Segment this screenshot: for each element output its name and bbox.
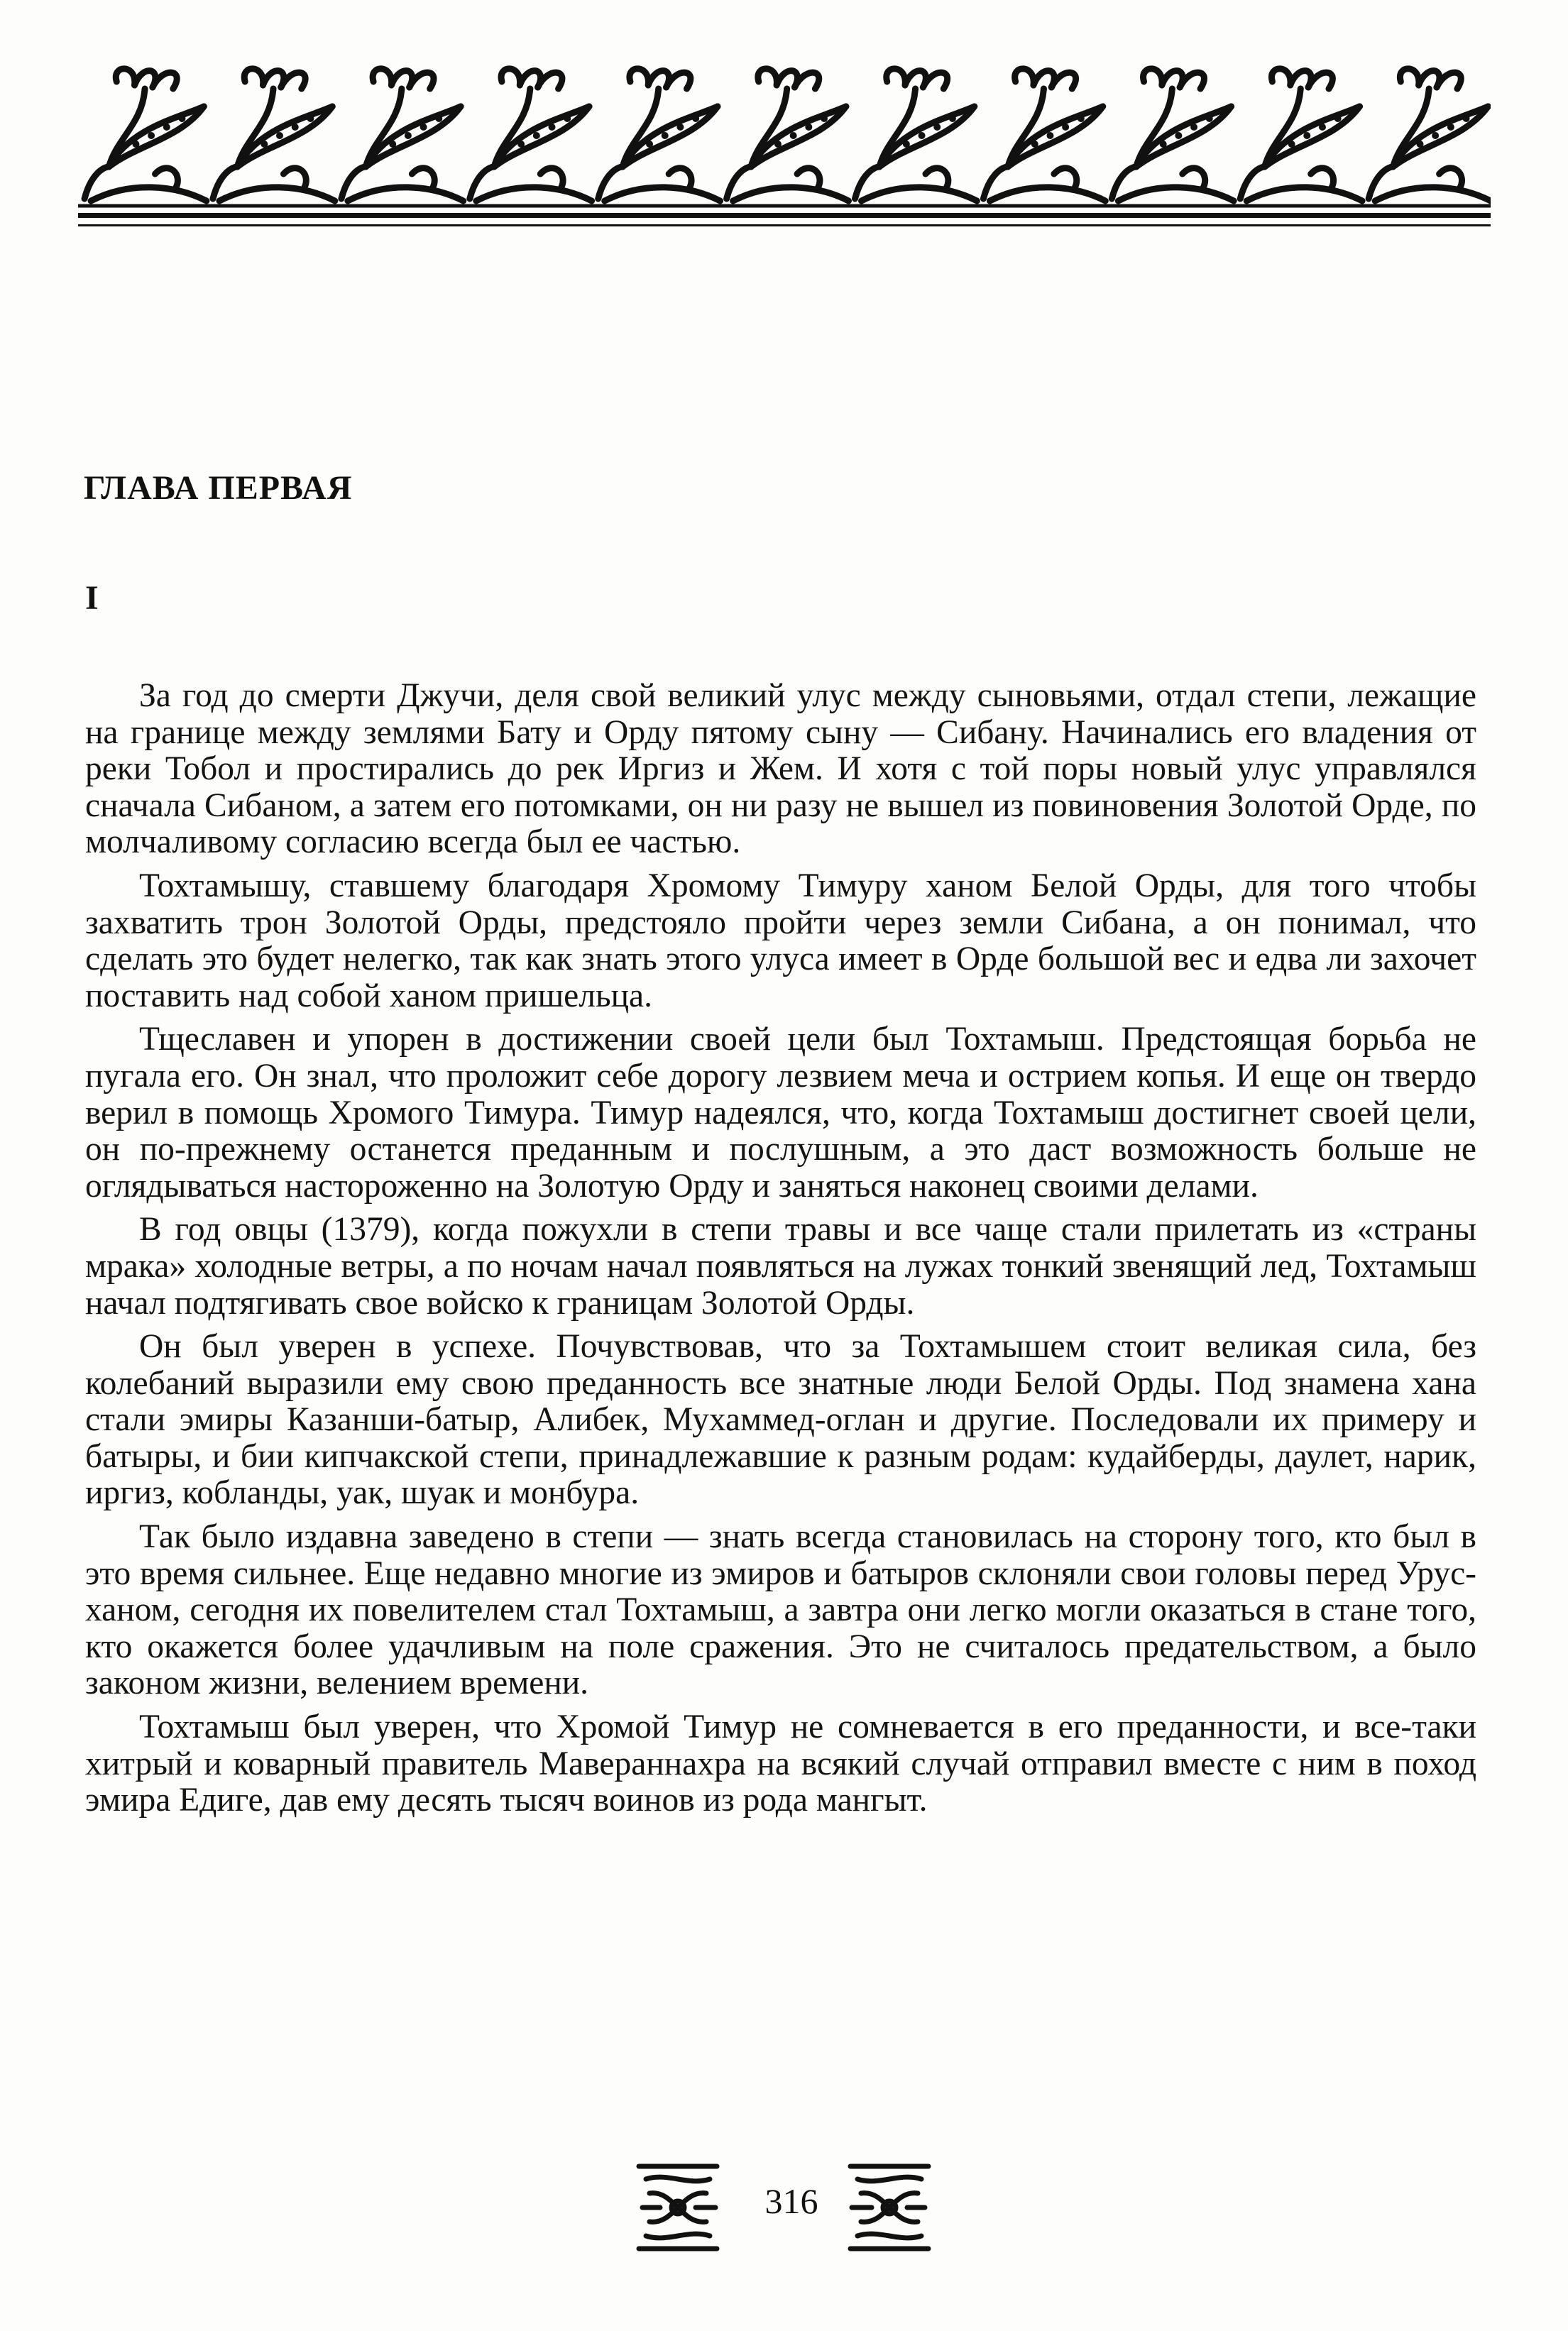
footer-ornament-left-icon	[632, 2158, 724, 2257]
page-footer	[0, 2158, 1568, 2264]
paragraph: Так было издавна заведено в степи — знать всегда становилась на сторону того, кто был в это время сильнее. Еще недавно многие из эмиров и батыров склоняли свои головы перед Урус-ханом, сегодня их повелителем стал Тохтамыш, а завтра они легко могли оказаться в стане того, кто окажется более удачливым на поле сражения. Это не считалось предательством, а было законом жизни, велением времени.	[85, 1518, 1476, 1702]
tulip-motif-icon	[84, 69, 207, 201]
tulip-motif-icon	[470, 69, 592, 201]
paragraph: Он был уверен в успехе. Почувствовав, что за Тохтамышем стоит великая сила, без колебаний выразили ему свою преданность все знатные люди Белой Орды. Под знамена хана стали эмиры Казанши-батыр, Алибек, Мухаммед-оглан и другие. Последовали их примеру и батыры, и бии кипчакской степи, принадлежавшие к разным родам: кудайберды, даулет, нарик, иргиз, кобланды, уак, шуак и монбура.	[85, 1328, 1476, 1512]
decorative-border-ornament	[78, 60, 1491, 209]
paragraph: За год до смерти Джучи, деля свой великий улус между сыновьями, отдал степи, лежащие на границе между землями Бату и Орду пятому сыну — Сибану. Начинались его владения от реки Тобол и простирались до рек Иргиз и Жем. И хотя с той поры новый улус управлялся сначала Сибаном, а затем его потомками, он ни разу не вышел из повиновения Золотой Орде, по молчаливому согласию всегда был ее частью.	[85, 677, 1476, 861]
tulip-motif-icon	[213, 69, 335, 201]
tulip-motif-icon	[1240, 69, 1362, 201]
paragraph: Тохтамыш был уверен, что Хромой Тимур не сомневается в его преданности, и все-таки хитрый и коварный правитель Мавераннахра на всякий случай отправил вместе с ним в поход эмира Едиге, дав ему десять тысяч воинов из рода мангыт.	[85, 1709, 1476, 1819]
chapter-title: ГЛАВА ПЕРВАЯ	[84, 469, 353, 507]
tulip-motif-icon	[341, 69, 464, 201]
body-text	[85, 678, 1476, 1826]
paragraph: Тохтамышу, ставшему благодаря Хромому Тимуру ханом Белой Орды, для того чтобы захватить трон Золотой Орды, предстояло пройти через земли Сибана, а он понимал, что сделать это будет нелегко, так как знать этого улуса имеет в Орде большой вес и едва ли захочет поставить над собой ханом пришельца.	[85, 867, 1476, 1014]
tulip-motif-icon	[855, 69, 977, 201]
tulip-motif-icon	[598, 69, 720, 201]
tulip-motif-icon	[727, 69, 849, 201]
paragraph: В год овцы (1379), когда пожухли в степи травы и все чаще стали прилетать из «страны мрака» холодные ветры, а по ночам начал появляться на лужах тонкий звенящий лед, Тохтамыш начал подтягивать свое войско к границам Золотой Орды.	[85, 1211, 1476, 1322]
header-rule-thin	[78, 224, 1491, 226]
tulip-motif-icon	[1112, 69, 1234, 201]
tulip-motif-icon	[1369, 69, 1491, 201]
footer-ornament-right-icon	[843, 2158, 936, 2257]
tulip-motif-icon	[983, 69, 1105, 201]
header-rule-thick	[78, 213, 1491, 218]
page-number: 316	[764, 2181, 818, 2221]
section-number: I	[85, 579, 99, 617]
paragraph: Тщеславен и упорен в достижении своей цели был Тохтамыш. Предстоящая борьба не пугала его. Он знал, что проложит себе дорогу лезвием меча и острием копья. И еще он твердо верил в помощь Хромого Тимура. Тимур надеялся, что, когда Тохтамыш достигнет своей цели, он по-прежнему останется преданным и послушным, а это даст возможность больше не оглядываться настороженно на Золотую Орду и заняться наконец своими делами.	[85, 1021, 1476, 1205]
